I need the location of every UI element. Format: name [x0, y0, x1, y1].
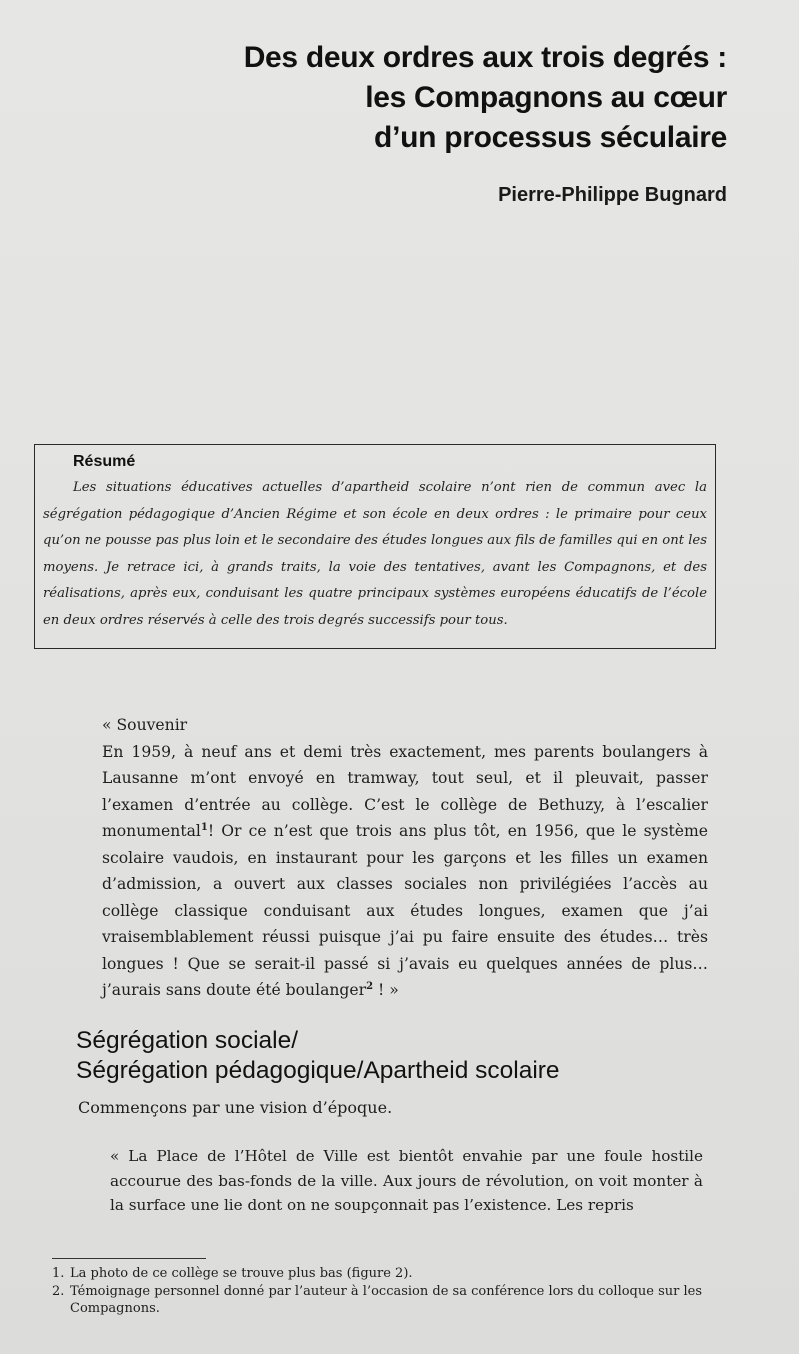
- footnote-2: [52, 1283, 702, 1318]
- footnote-ref-2: 2: [366, 981, 374, 992]
- abstract-text: Les situations éducatives actuelles d’apartheid scolaire n’ont rien de commun avec la ségrégation pédagogique d’Ancien Régime et son école en deux ordres : le primaire pour ceux qu’on ne pousse pas plus loin et le secondaire des études longues aux fils de familles qui en ont les moyens. Je retrace ici, à grands traits, la voie des tentatives, avant les Compagnons, et des réalisations, après eux, conduisant les quatre principaux systèmes européens éducatifs de l’école en deux ordres réservés à celle des trois degrés successifs pour tous.: [43, 480, 707, 628]
- section-heading-line-1: Ségrégation sociale/: [76, 1027, 299, 1054]
- footnote-divider: [52, 1258, 206, 1259]
- quote-intro: « Souvenir: [102, 716, 188, 734]
- footnote-text: Témoignage personnel donné par l’auteur à l’occasion de sa conférence lors du colloque sur les Compagnons.: [70, 1283, 702, 1316]
- footnote-text: La photo de ce collège se trouve plus bas (figure 2).: [70, 1266, 413, 1281]
- footnote-number: 2.: [52, 1283, 65, 1299]
- section-heading: [76, 1026, 716, 1086]
- quote-text-part-1: En 1959, à neuf ans et demi très exactement, mes parents boulangers à Lausanne m’ont envoyé en tramway, tout seul, et il pleuvait, passer l’examen d’entrée au collège. C’est le collège de Bethuzy, à l’escalier monumental: [102, 742, 708, 840]
- chapter-title-line-3: d’un processus séculaire: [374, 121, 727, 154]
- lead-paragraph: Commençons par une vision d’époque.: [78, 1098, 393, 1117]
- chapter-title-line-1: Des deux ordres aux trois degrés :: [243, 41, 727, 74]
- quote-text-part-2: ! Or ce n’est que trois ans plus tôt, en 1956, que le système scolaire vaudois, en instaurant pour les garçons et les filles un examen d’admission, a ouvert aux classes sociales non privilégiées l’accès au collège classique conduisant aux études longues, examen que j’ai vraisemblablement réussi puisque j’ai pu faire ensuite des études… très longues ! Que se serait-il passé si j’avais eu quelques années de plus… j’aurais sans doute été boulanger: [102, 822, 708, 999]
- quote-text-part-3: ! »: [373, 981, 399, 999]
- souvenir-quote: [102, 712, 708, 1004]
- chapter-title-line-2: les Compagnons au cœur: [365, 81, 727, 114]
- abstract-heading: Résumé: [73, 453, 136, 470]
- footnote-number: 1.: [52, 1266, 65, 1281]
- section-heading-line-2: Ségrégation pédagogique/Apartheid scolaire: [76, 1057, 560, 1084]
- chapter-title: [87, 38, 727, 158]
- footnotes: [52, 1265, 702, 1318]
- footnote-1: [52, 1265, 702, 1283]
- footnote-ref-1: 1: [200, 822, 208, 833]
- author-name: Pierre-Philippe Bugnard: [498, 184, 727, 206]
- abstract-box: [34, 444, 716, 649]
- quote-body: [102, 739, 708, 1004]
- citation-paragraph: « La Place de l’Hôtel de Ville est bientôt envahie par une foule hostile accourue des bas-fonds de la ville. Aux jours de révolution, on voit monter à la surface une lie dont on ne soupçonnait pas l’existence. Les repris: [110, 1147, 703, 1214]
